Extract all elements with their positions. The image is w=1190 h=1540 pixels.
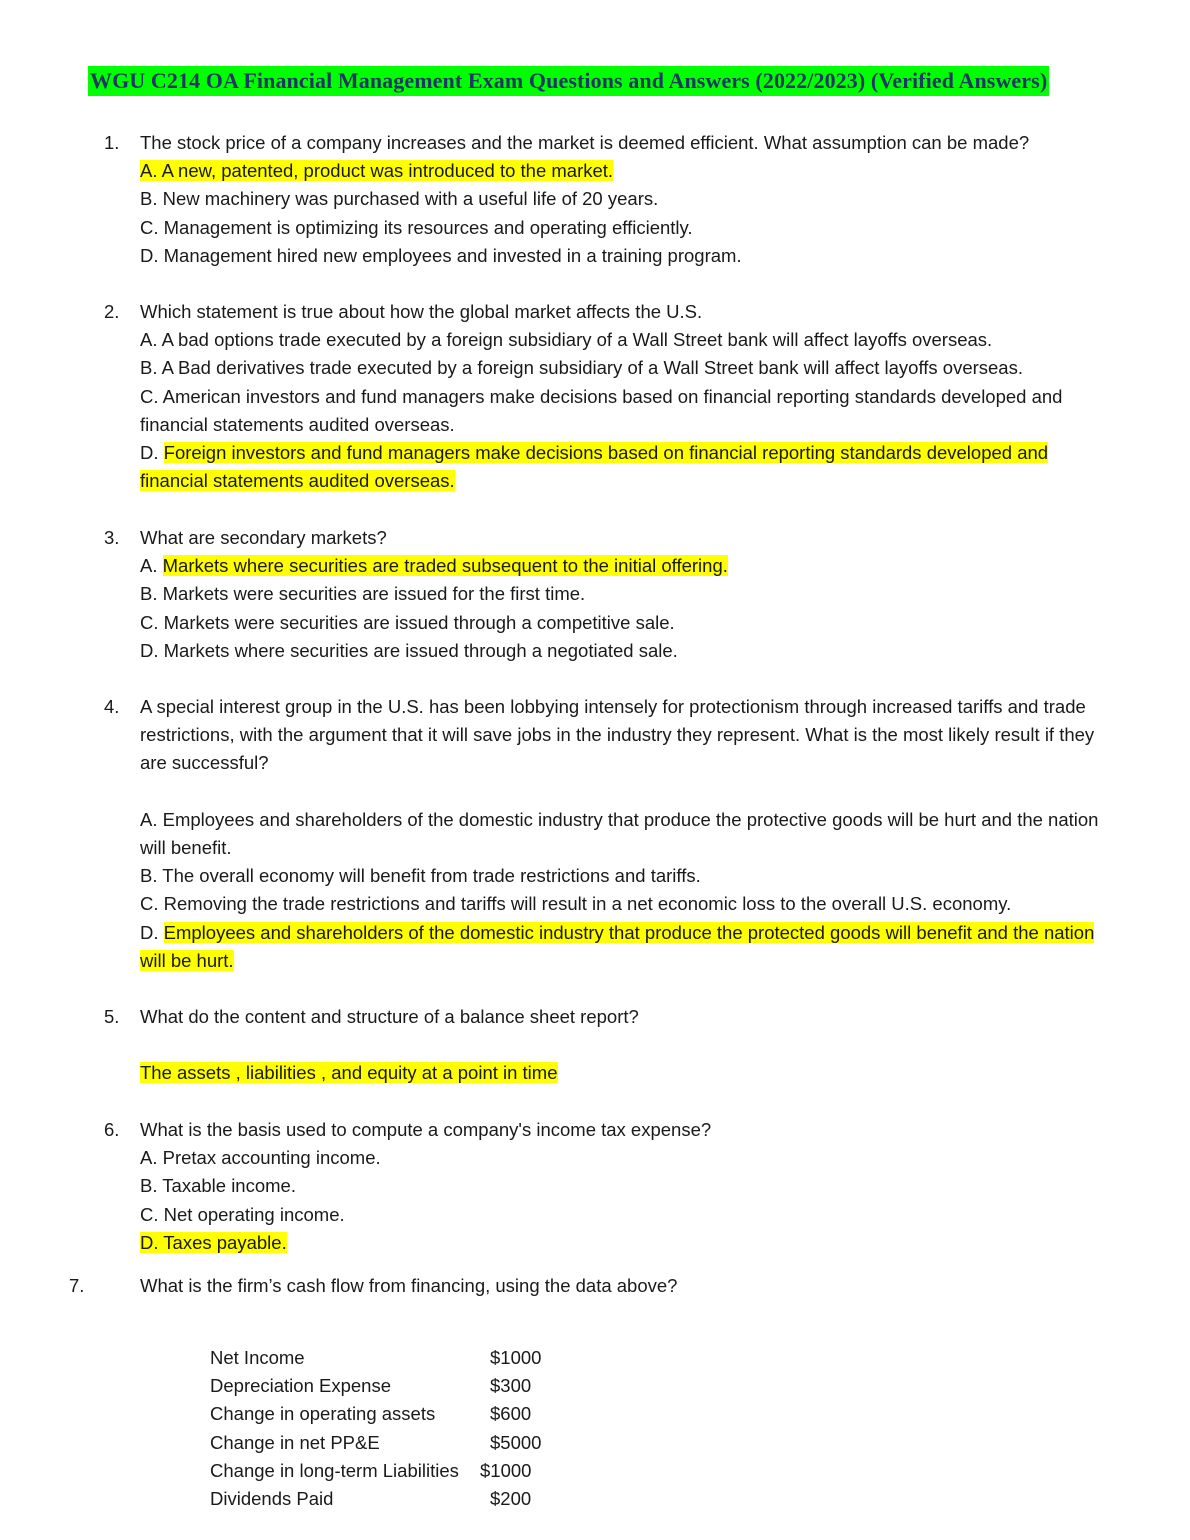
answer-option: C. American investors and fund managers make decisions based on financial reporting standards developed and financial statements audited overseas. (140, 385, 1063, 435)
question-number: 4. (104, 696, 120, 717)
row-label: Dividends Paid (210, 1487, 334, 1509)
row-value: $600 (490, 1403, 532, 1425)
correct-answer-option: D. Taxes payable. (140, 1231, 287, 1253)
correct-answer-option: Employees and shareholders of the domestic industry that produce the protected goods will benefit and the nation will be hurt. (140, 921, 1095, 971)
answer-option: C. Removing the trade restrictions and tariffs will result in a net economic loss to the overall U.S. economy. (140, 893, 1012, 915)
question-number: 7. (69, 1275, 85, 1296)
blank-line (140, 778, 1110, 806)
answer-option: C. Markets were securities are issued through a competitive sale. (140, 611, 675, 633)
answer-option: B. Taxable income. (140, 1175, 296, 1197)
correct-answer-option: A. A new, patented, product was introduced to the market. (140, 160, 614, 182)
question-number: 3. (104, 527, 120, 548)
answer-option: A. Pretax accounting income. (140, 1147, 381, 1169)
answer-option: B. The overall economy will benefit from trade restrictions and tariffs. (140, 865, 701, 887)
answer-option-prefix: A. (140, 555, 163, 577)
blank-line (140, 1031, 1110, 1059)
question-number: 6. (104, 1119, 120, 1140)
question-number: 1. (104, 132, 120, 153)
correct-answer: The assets , liabilities , and equity at a point in time (140, 1062, 558, 1084)
question-text: The stock price of a company increases and the market is deemed efficient. What assumption can be made? (140, 132, 1030, 153)
answer-option: C. Net operating income. (140, 1203, 345, 1225)
question-text: What is the firm’s cash flow from financing, using the data above? (140, 1275, 678, 1296)
row-value: $1000 (480, 1459, 532, 1481)
row-value: $1000 (490, 1347, 542, 1368)
row-label: Change in long-term Liabilities (210, 1459, 459, 1481)
row-value: $300 (490, 1375, 532, 1397)
question-number: 5. (104, 1006, 120, 1027)
answer-option: B. New machinery was purchased with a useful life of 20 years. (140, 188, 659, 210)
answer-option: B. A Bad derivatives trade executed by a foreign subsidiary of a Wall Street bank will affect layoffs overseas. (140, 357, 1023, 379)
correct-answer-option: Foreign investors and fund managers make decisions based on financial reporting standards developed and financial statements audited overseas. (140, 442, 1049, 492)
answer-option: A. Employees and shareholders of the domestic industry that produce the protective goods will be hurt and the nation will benefit. (140, 808, 1099, 858)
row-label: Change in net PP&E (210, 1431, 380, 1453)
correct-answer-option: Markets where securities are traded subsequent to the initial offering. (162, 555, 728, 577)
answer-option-prefix: D. (140, 442, 164, 464)
row-value: $200 (490, 1487, 532, 1509)
answer-option: A. A bad options trade executed by a foreign subsidiary of a Wall Street bank will affect layoffs overseas. (140, 329, 993, 351)
row-value: $5000 (490, 1431, 542, 1453)
answer-option: C. Management is optimizing its resources and operating efficiently. (140, 216, 693, 238)
question-text: A special interest group in the U.S. has been lobbying intensely for protectionism through increased tariffs and trade restrictions, with the argument that it will save jobs in the industry they represent. What is the most likely result if they are successful? (140, 696, 1095, 774)
row-label: Net Income (210, 1347, 305, 1368)
answer-option: B. Markets were securities are issued for the first time. (140, 583, 586, 605)
document-title: WGU C214 OA Financial Management Exam Questions and Answers (2022/2023) (Verified Answers) (88, 66, 1049, 96)
question-text: What is the basis used to compute a company's income tax expense? (140, 1119, 712, 1140)
question-number: 2. (104, 301, 120, 322)
row-label: Depreciation Expense (210, 1375, 391, 1397)
question-text: What are secondary markets? (140, 527, 387, 548)
row-label: Change in operating assets (210, 1403, 436, 1425)
answer-option-prefix: D. (140, 921, 164, 943)
question-text: What do the content and structure of a balance sheet report? (140, 1006, 639, 1027)
answer-option: D. Markets where securities are issued through a negotiated sale. (140, 639, 678, 661)
question-text: Which statement is true about how the global market affects the U.S. (140, 301, 703, 322)
answer-option: D. Management hired new employees and invested in a training program. (140, 244, 742, 266)
